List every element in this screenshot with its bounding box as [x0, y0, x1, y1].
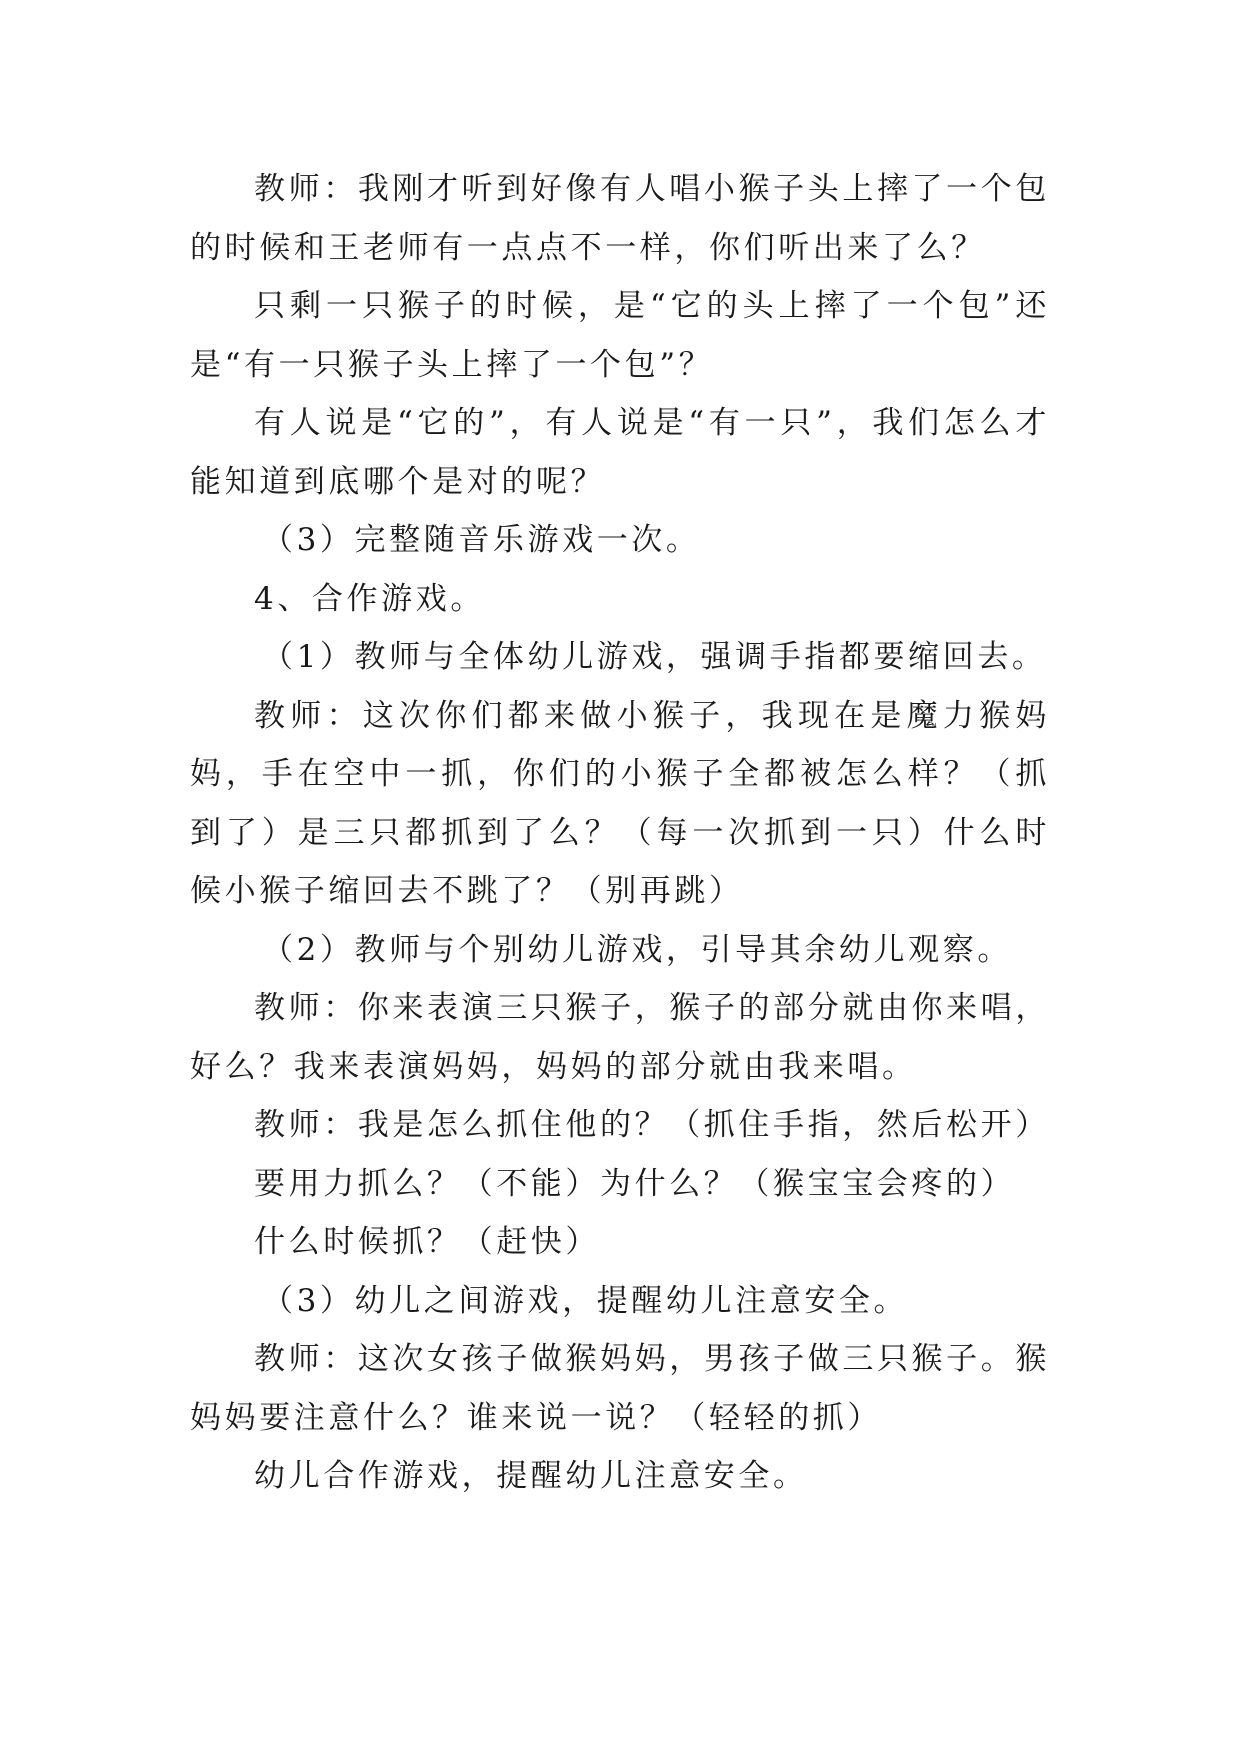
- step-paragraph: （2）教师与个别幼儿游戏，引导其余幼儿观察。: [262, 931, 1012, 968]
- step-paragraph: （3）完整随音乐游戏一次。: [262, 522, 701, 558]
- paragraph: 要用力抓么？（不能）为什么？（猴宝宝会疼的）: [254, 1165, 1016, 1202]
- paragraph: 教师：我刚才听到好像有人唱小猴子头上摔了一个包的时候和王老师有一点点不一样，你们听出来了么？: [190, 171, 1050, 266]
- paragraph: 教师：这次女孩子做猴妈妈，男孩子做三只猴子。猴妈妈要注意什么？谁来说一说？（轻轻的抓）: [190, 1341, 1050, 1436]
- step-paragraph: （1）教师与全体幼儿游戏，强调手指都要缩回去。: [262, 639, 1047, 675]
- document-body: [190, 160, 1050, 1506]
- paragraph: 有人说是“它的”，有人说是“有一只”，我们怎么才能知道到底哪个是对的呢？: [190, 405, 1050, 500]
- paragraph: 幼儿合作游戏，提醒幼儿注意安全。: [254, 1458, 808, 1494]
- paragraph: 教师：这次你们都来做小猴子，我现在是魔力猴妈妈，手在空中一抓，你们的小猴子全都被怎么样？（抓到了）是三只都抓到了么？（每一次抓到一只）什么时候小猴子缩回去不跳了？（别再跳）: [190, 697, 1050, 909]
- step-paragraph: （3）幼儿之间游戏，提醒幼儿注意安全。: [262, 1282, 909, 1319]
- paragraph: 只剩一只猴子的时候，是“它的头上摔了一个包”还是“有一只猴子头上摔了一个包”？: [190, 288, 1050, 383]
- paragraph: 什么时候抓？（赶快）: [254, 1224, 600, 1260]
- paragraph: 教师：我是怎么抓住他的？（抓住手指，然后松开）: [254, 1107, 1050, 1143]
- section-heading: 4、合作游戏。: [254, 580, 485, 617]
- paragraph: 教师：你来表演三只猴子，猴子的部分就由你来唱，好么？我来表演妈妈，妈妈的部分就由我来唱。: [190, 990, 1050, 1085]
